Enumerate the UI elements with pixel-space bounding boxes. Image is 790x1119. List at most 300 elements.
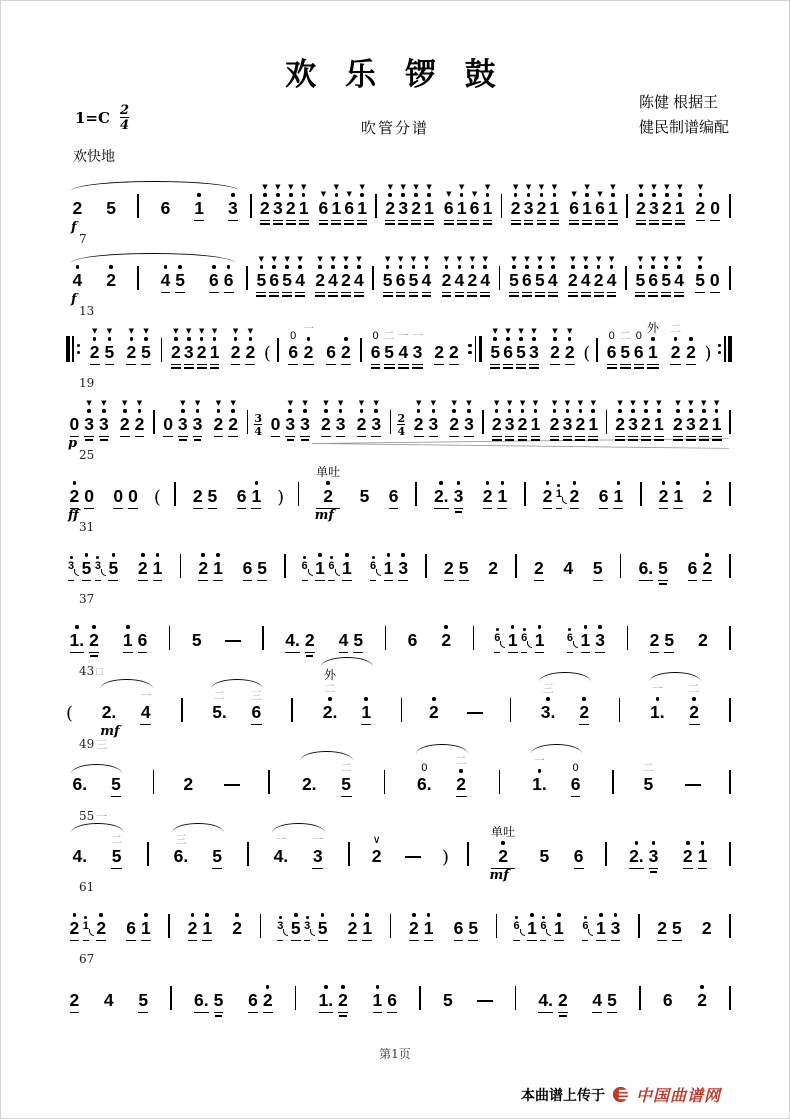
slur [416, 744, 469, 754]
note-digit: 2. [301, 774, 317, 794]
staccato-icon: ▼ [525, 183, 532, 192]
beam-line [636, 220, 646, 222]
octave-dot [294, 913, 298, 917]
note [466, 255, 479, 298]
beam-group [248, 690, 264, 730]
staccato-icon: ▼ [456, 255, 463, 264]
note-digit: 2 [670, 342, 681, 362]
note-digit: 5 [442, 990, 453, 1010]
note-digit: 1 [315, 558, 325, 578]
dynamic-mark: p [68, 436, 78, 451]
note [455, 183, 468, 226]
beam-line [661, 295, 671, 297]
note [124, 327, 139, 370]
beam-lines [183, 794, 193, 802]
repeat-start-barline [65, 336, 82, 362]
staccato-icon: ▼ [688, 399, 694, 408]
beam-lines [639, 578, 654, 586]
staccato-icon: ▼ [186, 327, 192, 336]
octave-dot [289, 193, 293, 197]
fingering-mark: 一 [303, 323, 315, 336]
note-digit: 1 [527, 918, 537, 938]
note-digit: 1 [711, 414, 722, 434]
barline [729, 266, 731, 290]
repeat-dot [77, 344, 80, 347]
barline [401, 698, 403, 722]
slur [300, 751, 353, 761]
staccato-icon: ▼ [469, 255, 475, 264]
beam-line [444, 220, 454, 222]
note-digit: 4 [421, 270, 432, 290]
octave-dot [715, 409, 719, 413]
beam-lines [634, 362, 644, 370]
slur-group [643, 671, 708, 730]
beam-line [315, 292, 325, 294]
note-digit: 2 [467, 270, 478, 290]
note [352, 255, 365, 298]
barline [247, 410, 249, 434]
slur-group [65, 822, 130, 874]
note-digit: 6 [443, 198, 454, 218]
note [126, 487, 141, 514]
measure-number: 43 □ [79, 664, 103, 678]
note-digit: 5 [534, 270, 545, 290]
beam-lines [398, 218, 408, 226]
staccato-icon: ▼ [373, 399, 379, 408]
beam-line [581, 295, 591, 297]
note-digit: 2 [698, 630, 708, 650]
octave-dot [459, 769, 463, 773]
staccato-icon: ▼ [215, 399, 222, 408]
staccato-icon: ▼ [136, 399, 143, 408]
note-digit: 2 [575, 414, 586, 434]
note [369, 399, 384, 442]
beam-line [521, 652, 527, 654]
octave-dot [598, 625, 602, 629]
note [685, 559, 700, 586]
octave-dot [102, 409, 106, 413]
beam-line [664, 652, 674, 654]
staccato-icon: ▼ [466, 399, 472, 408]
note-digit: 1 [674, 198, 685, 218]
note-digit: 6 [370, 342, 381, 362]
note [479, 255, 492, 298]
beam-group [161, 399, 205, 442]
beam-group [605, 321, 660, 370]
beam-lines [408, 650, 418, 658]
note-digit: 5 [256, 270, 267, 290]
beam-line [456, 796, 467, 798]
beam-group [135, 552, 164, 586]
beam-line [273, 220, 283, 222]
slur [539, 672, 590, 682]
duration-dash [224, 784, 240, 786]
note-digit: 5 [111, 774, 121, 794]
note-digit: 1 [456, 198, 467, 218]
beam-group [411, 399, 440, 442]
octave-dot [460, 193, 464, 197]
note-digit: 1 [251, 486, 262, 506]
beam-lines [113, 506, 123, 514]
beam-line [70, 940, 80, 942]
beam-lines [68, 578, 74, 586]
octave-dot [376, 985, 380, 989]
grace-note [555, 484, 567, 514]
beam-lines [373, 1010, 383, 1018]
note [568, 190, 581, 226]
note [574, 399, 587, 442]
note [699, 919, 714, 946]
note-digit: 3 [192, 414, 203, 434]
note [370, 984, 385, 1018]
beam-group [67, 912, 109, 946]
note-digit: 0 [709, 270, 720, 290]
beam-line [188, 940, 198, 942]
beam-group [67, 480, 96, 523]
note [561, 559, 576, 586]
barline [729, 626, 731, 650]
fingering-mark: 二 [324, 683, 336, 696]
beam-lines [192, 650, 202, 658]
note-digit: 2 [228, 414, 238, 434]
beam-lines [531, 434, 541, 442]
beam-lines [84, 434, 94, 442]
note [410, 183, 423, 226]
note [442, 190, 455, 226]
beam-line [305, 652, 315, 654]
beam-lines [371, 434, 381, 442]
beam-lines [141, 362, 151, 370]
note-digit: 3 [504, 414, 515, 434]
octave-dot [521, 409, 525, 413]
note [139, 327, 154, 370]
beam-line-short [90, 655, 97, 657]
octave-dot [496, 628, 499, 631]
note-digit: 2 [134, 414, 145, 434]
beam-line [175, 292, 185, 294]
octave-dot [231, 409, 235, 413]
beam-line-short [650, 871, 657, 873]
beam-lines [126, 362, 136, 370]
beam-line [409, 292, 419, 294]
music-line [65, 304, 733, 370]
beam-line [654, 439, 664, 441]
note [453, 255, 466, 298]
slur-group [525, 743, 588, 802]
note-digit: 2 [230, 342, 241, 362]
octave-dot [260, 265, 264, 269]
beam-lines [412, 362, 423, 370]
beam-group [136, 991, 151, 1018]
beam-lines [429, 434, 439, 442]
beam-group [319, 399, 348, 442]
beam-lines [70, 650, 85, 658]
note [440, 255, 453, 298]
barline [384, 770, 386, 794]
beam-lines [599, 506, 609, 514]
octave-dot [364, 697, 368, 701]
note [397, 183, 410, 226]
octave-dot [178, 265, 182, 269]
staccato-icon: ▼ [297, 255, 303, 264]
beam-lines [710, 218, 720, 226]
octave-dot [213, 337, 217, 341]
note-digit: 4 [547, 270, 558, 290]
octave-dot [412, 913, 416, 917]
beam-lines [649, 866, 659, 874]
beam-line [673, 436, 683, 438]
note-digit: 1 [613, 486, 624, 506]
note [695, 984, 710, 1018]
beam-group [210, 847, 225, 874]
beam-lines [90, 362, 100, 370]
beam-lines [153, 578, 163, 586]
staccato-icon: ▼ [180, 399, 186, 408]
slur-group [315, 656, 378, 730]
beam-group [70, 264, 85, 307]
beam-line [161, 292, 171, 294]
parenthesis: ) [277, 487, 285, 508]
beam-line [442, 292, 452, 294]
beam-line [688, 580, 698, 582]
fingering-mark: 三 [250, 690, 262, 702]
beam-line [683, 868, 693, 870]
beam-lines [468, 938, 478, 946]
note-digit: 6 [570, 774, 581, 794]
note [124, 919, 139, 946]
octave-dot [324, 985, 328, 989]
note-digit: 5 [341, 774, 351, 794]
fingering-mark: 二 [455, 755, 467, 768]
beam-line [384, 580, 394, 582]
octave-dot [335, 193, 339, 197]
beam-lines [82, 578, 92, 586]
octave-dot [321, 913, 325, 917]
note-digit: 2 [262, 990, 273, 1010]
staccato-icon: ▼ [384, 255, 391, 264]
beam-line [371, 364, 381, 366]
note [70, 198, 85, 235]
beam-line [357, 220, 367, 222]
beam-lines [650, 722, 665, 730]
note-digit: 2 [533, 558, 544, 578]
beam-lines [417, 794, 432, 802]
note [596, 487, 611, 514]
staccato-icon: ▼ [106, 327, 113, 336]
staccato-icon: ▼ [232, 327, 239, 336]
beam-line [698, 868, 708, 870]
beam-line [543, 508, 553, 510]
note [230, 912, 245, 946]
note-digit: 2 [323, 486, 333, 506]
note-digit: 2 [695, 198, 706, 218]
beam-lines [441, 650, 451, 658]
note [548, 327, 563, 370]
beam-lines [120, 434, 130, 442]
beam-line [563, 436, 573, 438]
beam-line [620, 364, 631, 366]
note-digit: 4 [328, 270, 338, 290]
note-digit: 0 [69, 414, 80, 434]
beam-line [497, 508, 507, 510]
note [207, 264, 222, 298]
note-digit: 1 [608, 198, 618, 218]
fingering-mark: 0 [421, 762, 428, 774]
note [336, 984, 351, 1018]
beam-group [596, 480, 625, 514]
note-digit: 2 [550, 342, 560, 362]
slur [100, 679, 153, 689]
note [94, 912, 109, 946]
note [686, 683, 702, 730]
note [333, 399, 348, 442]
note [605, 991, 620, 1018]
fingering-mark: 0 [372, 330, 379, 342]
beam-line [608, 223, 618, 225]
beam-lines [141, 938, 151, 946]
note-digit: 0 [270, 414, 281, 434]
note [327, 255, 340, 298]
beam-line [245, 364, 255, 366]
note-digit: 2 [482, 486, 493, 506]
octave-dot [99, 913, 103, 917]
beam-line [286, 223, 296, 225]
beam-line [494, 652, 500, 654]
beam-line [315, 295, 325, 297]
beam-line [696, 220, 706, 222]
beam-lines [99, 434, 109, 442]
grace-note [493, 628, 505, 658]
beam-group [590, 559, 605, 586]
barline [467, 842, 469, 866]
barline [638, 914, 640, 938]
beam-line [385, 223, 395, 225]
beam-group [369, 330, 424, 370]
barline [501, 194, 503, 218]
beam-lines [193, 506, 203, 514]
note [710, 399, 723, 442]
barline [137, 194, 139, 218]
slur-group [294, 750, 359, 802]
note [548, 399, 561, 442]
staccato-icon: ▼ [608, 255, 615, 264]
beam-lines [654, 434, 664, 442]
staccato-icon: ▼ [590, 399, 596, 408]
beam-group [634, 255, 686, 298]
beam-group [354, 399, 383, 442]
note-digit: 1 [588, 414, 599, 434]
octave-dot [439, 481, 443, 485]
beam-line [467, 295, 477, 297]
beam-lines [96, 938, 106, 946]
octave-dot [702, 409, 706, 413]
beam-line [251, 508, 261, 510]
barline [295, 986, 297, 1010]
octave-dot [108, 337, 112, 341]
beam-lines [550, 434, 560, 442]
note-digit: 1 [342, 558, 352, 578]
beam-lines [509, 290, 519, 298]
barline [524, 482, 526, 506]
note [338, 336, 353, 370]
staccato-icon: ▼ [333, 183, 340, 192]
beam-lines [483, 218, 493, 226]
beam-line [654, 436, 664, 438]
beam-line [184, 367, 194, 369]
beam-line [128, 508, 138, 510]
note-digit: 5 [607, 990, 617, 1010]
page-title: 欢 乐 锣 鼓 [285, 57, 505, 93]
music-line [65, 232, 733, 307]
beam-line [511, 220, 521, 222]
note [70, 264, 85, 307]
beam-lines [305, 650, 315, 658]
beam-group [226, 192, 241, 226]
barline [612, 770, 614, 794]
octave-dot [538, 265, 542, 269]
octave-dot [686, 841, 690, 845]
beam-group [700, 480, 715, 514]
site-name: 中国曲谱网 [635, 1086, 721, 1105]
beam-line [628, 439, 638, 441]
note-digit: 1 [549, 198, 560, 218]
beam-lines [263, 1010, 273, 1018]
beam-line [328, 580, 334, 582]
note-digit: 5 [664, 630, 675, 650]
fingering-mark: 一 [312, 834, 324, 846]
beam-group [181, 775, 196, 802]
beam-lines [319, 218, 329, 226]
beam-lines [508, 650, 518, 658]
note-digit: 2 [183, 774, 194, 794]
beam-line [231, 364, 241, 366]
beam-line [594, 292, 604, 294]
octave-dot [307, 337, 311, 341]
note-digit: 5 [672, 918, 682, 938]
beam-lines [648, 290, 658, 298]
note-digit: 1 [383, 558, 394, 578]
beam-line [673, 508, 683, 510]
barline-thin [72, 336, 74, 362]
beam-lines [457, 218, 467, 226]
note [104, 199, 119, 226]
barline [260, 914, 262, 938]
note-digit: 5 [509, 270, 519, 290]
beam-line [607, 364, 617, 366]
octave-dot [414, 193, 418, 197]
beam-lines [712, 434, 722, 442]
note [221, 264, 236, 298]
octave-dot [372, 556, 375, 559]
beam-line [108, 580, 118, 582]
barline [246, 266, 248, 290]
beam-lines [277, 938, 283, 946]
beam-lines [424, 938, 434, 946]
note [205, 487, 220, 514]
octave-dot [584, 625, 588, 629]
beam-line [171, 367, 181, 369]
note [673, 183, 686, 226]
barline [284, 554, 286, 578]
note-digit: 1 [140, 918, 151, 938]
beam-line [647, 364, 659, 366]
beam-group [453, 755, 469, 802]
note-digit: 1 [202, 918, 213, 938]
octave-dot [432, 409, 436, 413]
note [67, 912, 82, 946]
note [338, 762, 354, 802]
grace-note [276, 916, 288, 946]
